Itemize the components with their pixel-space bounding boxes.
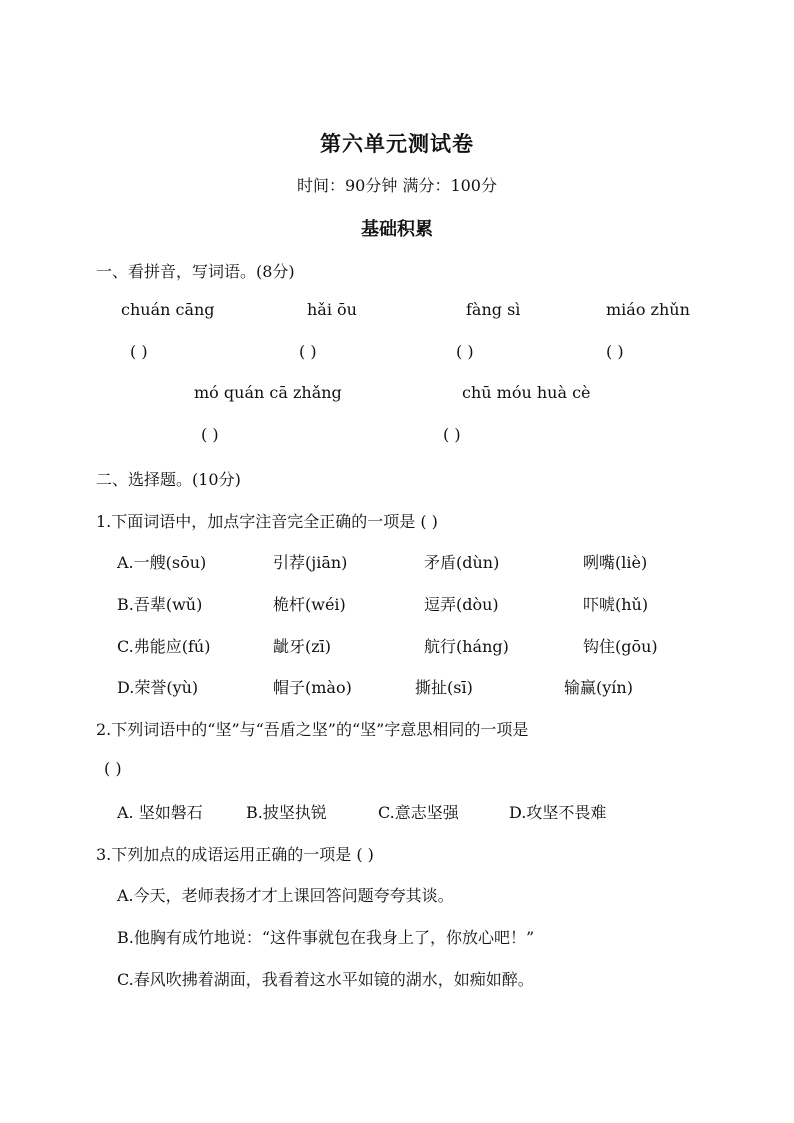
option-text: 咧嘴(liè) [583,553,648,572]
question-1-heading: 一、看拼音，写词语。(8分) [96,262,295,281]
page-title: 第六单元测试卷 [320,131,474,156]
option-text: 航行(háng) [424,637,509,656]
option-text: 引荐(jiān) [273,553,348,572]
option-text: A. 坚如磐石 [117,803,203,822]
option-text: 撕扯(sī) [415,678,473,697]
option-text: B.披坚执锐 [246,803,327,822]
pinyin-item: chū móu huà cè [462,383,591,402]
option-text: C.意志坚强 [378,803,459,822]
option-text: D.攻坚不畏难 [509,803,607,822]
option-text: B.他胸有成竹地说：“这件事就包在我身上了，你放心吧！” [117,928,535,947]
option-text: 帽子(mào) [273,678,352,697]
option-text: 钩住(gōu) [583,637,658,656]
option-text: 龇牙(zī) [273,637,332,656]
option-text: A.一艘(sōu) [117,553,207,572]
option-text: C.春风吹拂着湖面，我看着这水平如镜的湖水，如痴如醉。 [117,970,534,989]
answer-parentheses[interactable]: ( ) [104,759,122,778]
option-text: 逗弄(dòu) [424,595,499,614]
answer-blank[interactable]: ( ) [130,342,148,361]
answer-blank[interactable]: ( ) [201,425,219,444]
option-text: 吓唬(hǔ) [583,595,649,614]
pinyin-item: miáo zhǔn [606,300,690,319]
pinyin-item: chuán cāng [121,300,215,319]
question-2-heading: 二、选择题。(10分) [96,470,241,489]
pinyin-item: fàng sì [466,300,521,319]
pinyin-item: mó quán cā zhǎng [194,383,342,402]
option-text: 输赢(yín) [564,678,633,697]
answer-blank[interactable]: ( ) [606,342,624,361]
option-text: 矛盾(dùn) [424,553,500,572]
section-heading: 基础积累 [361,219,433,240]
exam-info: 时间：90分钟 满分：100分 [297,176,497,195]
option-text: D.荣誉(yù) [117,678,199,697]
option-text: C.弗能应(fú) [117,637,211,656]
answer-blank[interactable]: ( ) [443,425,461,444]
option-text: A.今天，老师表扬才才上课回答问题夸夸其谈。 [117,886,454,905]
answer-blank[interactable]: ( ) [456,342,474,361]
item-1-stem: 1.下面词语中，加点字注音完全正确的一项是 ( ) [96,512,438,531]
pinyin-item: hǎi ōu [307,300,357,319]
item-2-stem: 2.下列词语中的“坚”与“吾盾之坚”的“坚”字意思相同的一项是 [96,720,529,739]
item-3-stem: 3.下列加点的成语运用正确的一项是 ( ) [96,845,374,864]
answer-blank[interactable]: ( ) [299,342,317,361]
option-text: 桅杆(wéi) [273,595,346,614]
option-text: B.吾辈(wǔ) [117,595,203,614]
